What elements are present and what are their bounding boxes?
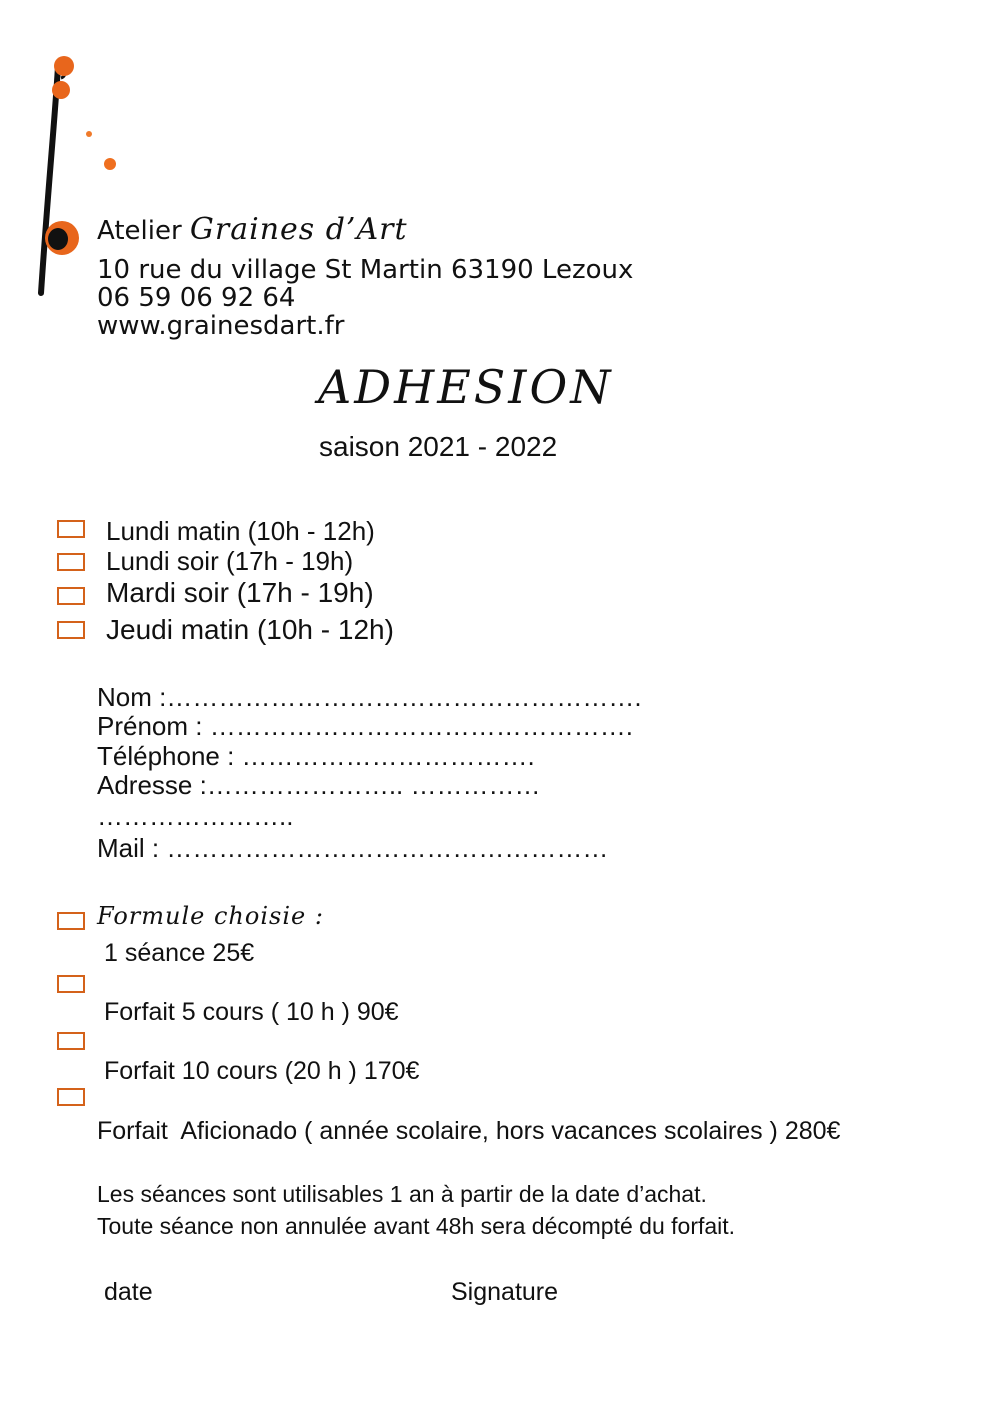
season-label: saison 2021 - 2022 [319,431,558,462]
prenom-field[interactable]: Prénom : …………………………………………. [97,711,633,741]
atelier-website: www.grainesdart.fr [97,311,345,341]
adresse-field-line2[interactable]: ………………….. [97,801,294,831]
date-label: date [104,1278,153,1306]
formula-checkbox-1-seance[interactable] [57,912,85,930]
note-cancellation: Toute séance non annulée avant 48h sera décompté du forfait. [97,1213,736,1239]
formula-checkbox-forfait-5[interactable] [57,975,85,993]
formula-option-1-seance: 1 séance 25€ [104,939,255,967]
mail-field[interactable]: Mail : …………………………………………… [97,833,609,863]
slot-checkbox-mardi-soir[interactable] [57,587,85,605]
atelier-name [97,212,408,247]
nom-field[interactable]: Nom :………………………………………………. [97,682,642,712]
slot-label-lundi-matin: Lundi matin (10h - 12h) [106,516,375,546]
slot-checkbox-lundi-matin[interactable] [57,520,85,538]
atelier-address: 10 rue du village St Martin 63190 Lezoux [97,255,634,285]
formula-checkbox-aficionado[interactable] [57,1088,85,1106]
formula-option-forfait-5: Forfait 5 cours ( 10 h ) 90€ [104,998,399,1026]
formula-option-forfait-10: Forfait 10 cours (20 h ) 170€ [104,1057,420,1085]
slot-label-jeudi-matin: Jeudi matin (10h - 12h) [106,614,394,645]
page-title: ADHESION [318,360,614,414]
formula-title: Formule choisie : [97,902,324,930]
slot-checkbox-lundi-soir[interactable] [57,553,85,571]
slot-checkbox-jeudi-matin[interactable] [57,621,85,639]
slot-label-mardi-soir: Mardi soir (17h - 19h) [106,577,374,608]
note-validity: Les séances sont utilisables 1 an à partir de la date d’achat. [97,1181,707,1207]
adresse-field[interactable]: Adresse :………………….. …………… [97,770,541,800]
slot-label-lundi-soir: Lundi soir (17h - 19h) [106,546,354,576]
telephone-field[interactable]: Téléphone : ……………………………. [97,741,535,771]
signature-label: Signature [451,1278,559,1306]
atelier-brand-name: Graines d’Art [189,212,408,247]
atelier-prefix: Atelier [97,216,182,246]
formula-checkbox-forfait-10[interactable] [57,1032,85,1050]
formula-option-aficionado: Forfait Aficionado ( année scolaire, hors vacances scolaires ) 280€ [97,1117,841,1145]
atelier-phone: 06 59 06 92 64 [97,283,296,313]
